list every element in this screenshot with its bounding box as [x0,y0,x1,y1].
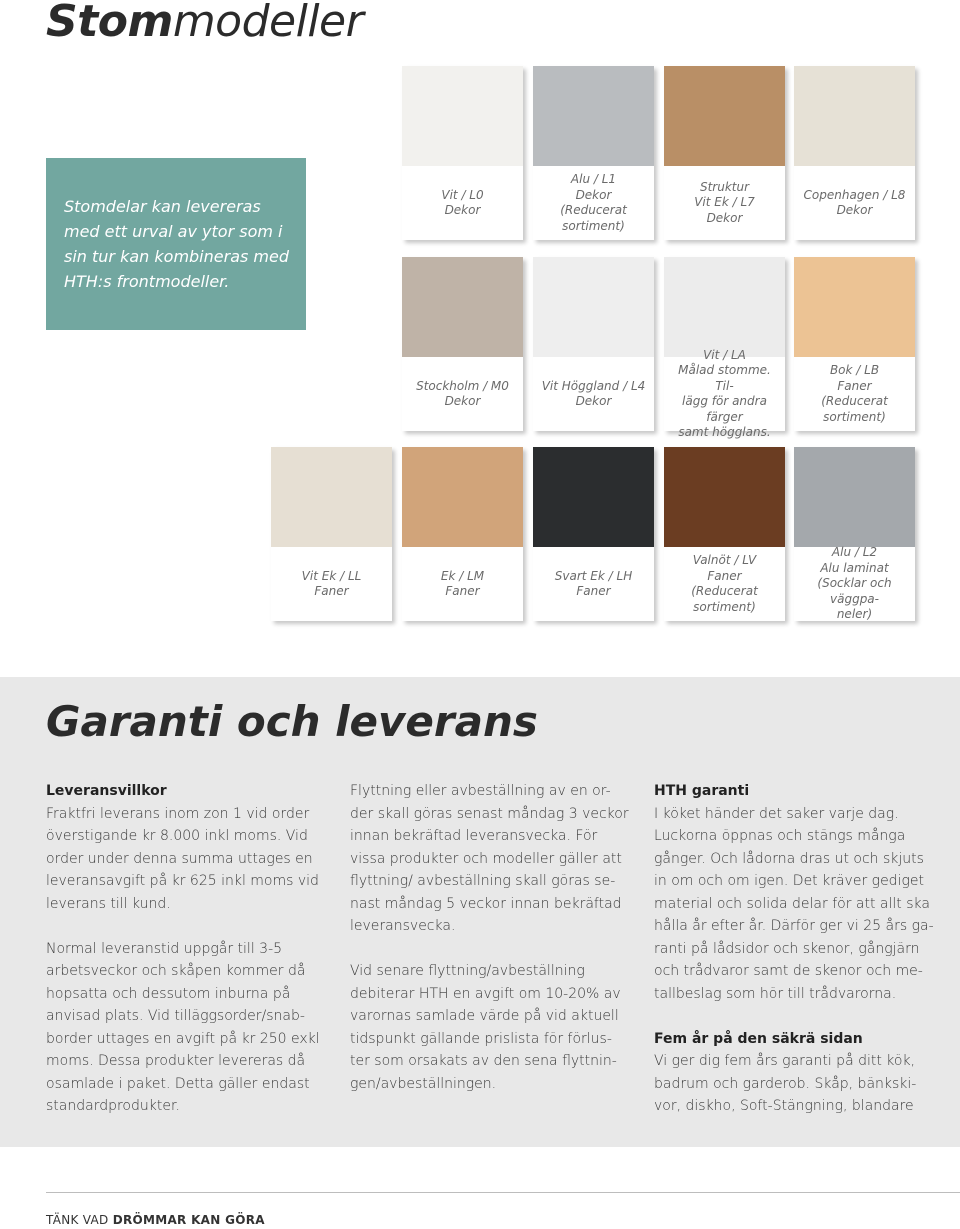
column-hth-garanti [654,780,954,1118]
swatch-label: Vit Ek / LL Faner [301,568,362,598]
paragraph: Vid senare flyttning/avbeställning debiterar HTH en avgift om 10-20% av varornas samlade värde på vid aktuell tidspunkt gällande prislista för förlus- ter som orsakats av den sena flyttnin- gen/avbeställningen. [350,963,621,1092]
swatch-vit-l0 [402,66,523,240]
swatch-label: Ek / LM Faner [440,568,485,598]
swatch-chip [402,66,523,166]
intro-text: Stomdelar kan levereras med ett urval av ytor som i sin tur kan kombineras med HTH:s frontmodeller. [64,197,289,291]
swatch-vit-la [664,257,785,439]
page-title [46,0,363,47]
heading-leveransvillkor: Leveransvillkor [46,783,167,799]
swatch-ek-lm [402,447,523,621]
swatch-label: Stockholm / M0 Dekor [416,378,509,408]
swatch-chip [533,66,654,166]
paragraph: Flyttning eller avbeställning av en or- der skall göras senast måndag 3 veckor innan bekräftad leveransvecka. För vissa produkter och modeller gäller att flyttning/ avbeställning skall göras se- nast måndag 5 veckor innan bekräftad leveransvecka. [350,783,629,934]
footer-divider [46,1192,960,1193]
column-leveransvillkor [46,780,326,1118]
swatch-vit-hoggland-l4 [533,257,654,431]
column-flyttning [350,780,630,1095]
swatch-chip [271,447,392,547]
swatch-chip [402,447,523,547]
paragraph: Vi ger dig fem års garanti på ditt kök, badrum och garderob. Skåp, bänkski- vor, diskho, Soft-Stängning, blandare [654,1053,917,1114]
swatch-struktur-l7 [664,66,785,240]
intro-box [46,158,306,330]
swatch-label: Struktur Vit Ek / L7 Dekor [694,179,755,225]
swatch-label: Valnöt / LV Faner (Reducerat sortiment) [691,553,758,614]
title-light: modeller [172,0,364,47]
swatch-bok-lb [794,257,915,431]
swatch-chip [402,257,523,357]
swatch-label: Copenhagen / L8 Dekor [803,187,906,217]
swatch-chip [664,447,785,547]
section-title: Garanti och leverans [46,697,538,746]
heading-fem-ar: Fem år på den säkrä sidan [654,1030,863,1047]
swatch-label: Svart Ek / LH Faner [554,568,633,598]
swatch-label: Vit Höggland / L4 Dekor [541,378,646,408]
swatch-alu-l2 [794,447,915,621]
swatch-valnot-lv [664,447,785,621]
paragraph: Fraktfri leverans inom zon 1 vid order överstigande kr 8.000 inkl moms. Vid order under denna summa uttages en leveransavgift på kr 625 inkl moms vid leverans till kund. [46,805,319,912]
swatch-svart-ek-lh [533,447,654,621]
paragraph: Normal leveranstid uppgår till 3-5 arbetsveckor och skåpen kommer då hopsatta och dessutom inburna på anvisad plats. Vid tilläggsorder/snab- border uttages en avgift på kr 250 exkl moms. Dessa produkter levereras då osamlade i paket. Detta gäller endast standardprodukter. [46,940,320,1114]
swatch-stockholm-m0 [402,257,523,431]
swatch-label: Vit / LA Målad stomme. Til- lägg för andra färger samt högglans. [678,347,771,439]
swatch-label: Vit / L0 Dekor [441,187,484,217]
swatch-chip [794,66,915,166]
swatch-label: Alu / L1 Dekor (Reducerat sortiment) [560,172,627,233]
swatch-chip [533,447,654,547]
swatch-label: Bok / LB Faner (Reducerat sortiment) [821,363,888,424]
swatch-chip [664,66,785,166]
swatch-alu-l1 [533,66,654,240]
swatch-vit-ek-ll [271,447,392,621]
footer-tagline: TÄNK VAD DRÖMMAR KAN GÖRA [46,1213,265,1227]
swatch-chip [794,257,915,357]
paragraph: I köket händer det saker varje dag. Luckorna öppnas och stängs många gånger. Och lådorna dras ut och skjuts in om och om igen. Det kräver gediget material och solida delar för att allt ska hålla år efter år. Därför ger vi 25 års ga- ranti på lådsidor och skenor, gångjärn och trådvaror samt de skenor och me- tallbeslag som hör till trådvarorna. [654,805,934,1002]
swatch-chip [664,257,785,357]
swatch-copenhagen-l8 [794,66,915,240]
swatch-label: Alu / L2 Alu laminat (Socklar och väggpa- neler) [817,545,892,622]
swatch-chip [533,257,654,357]
swatch-chip [794,447,915,547]
heading-hth-garanti: HTH garanti [654,783,750,799]
title-bold: Stom [46,0,173,47]
